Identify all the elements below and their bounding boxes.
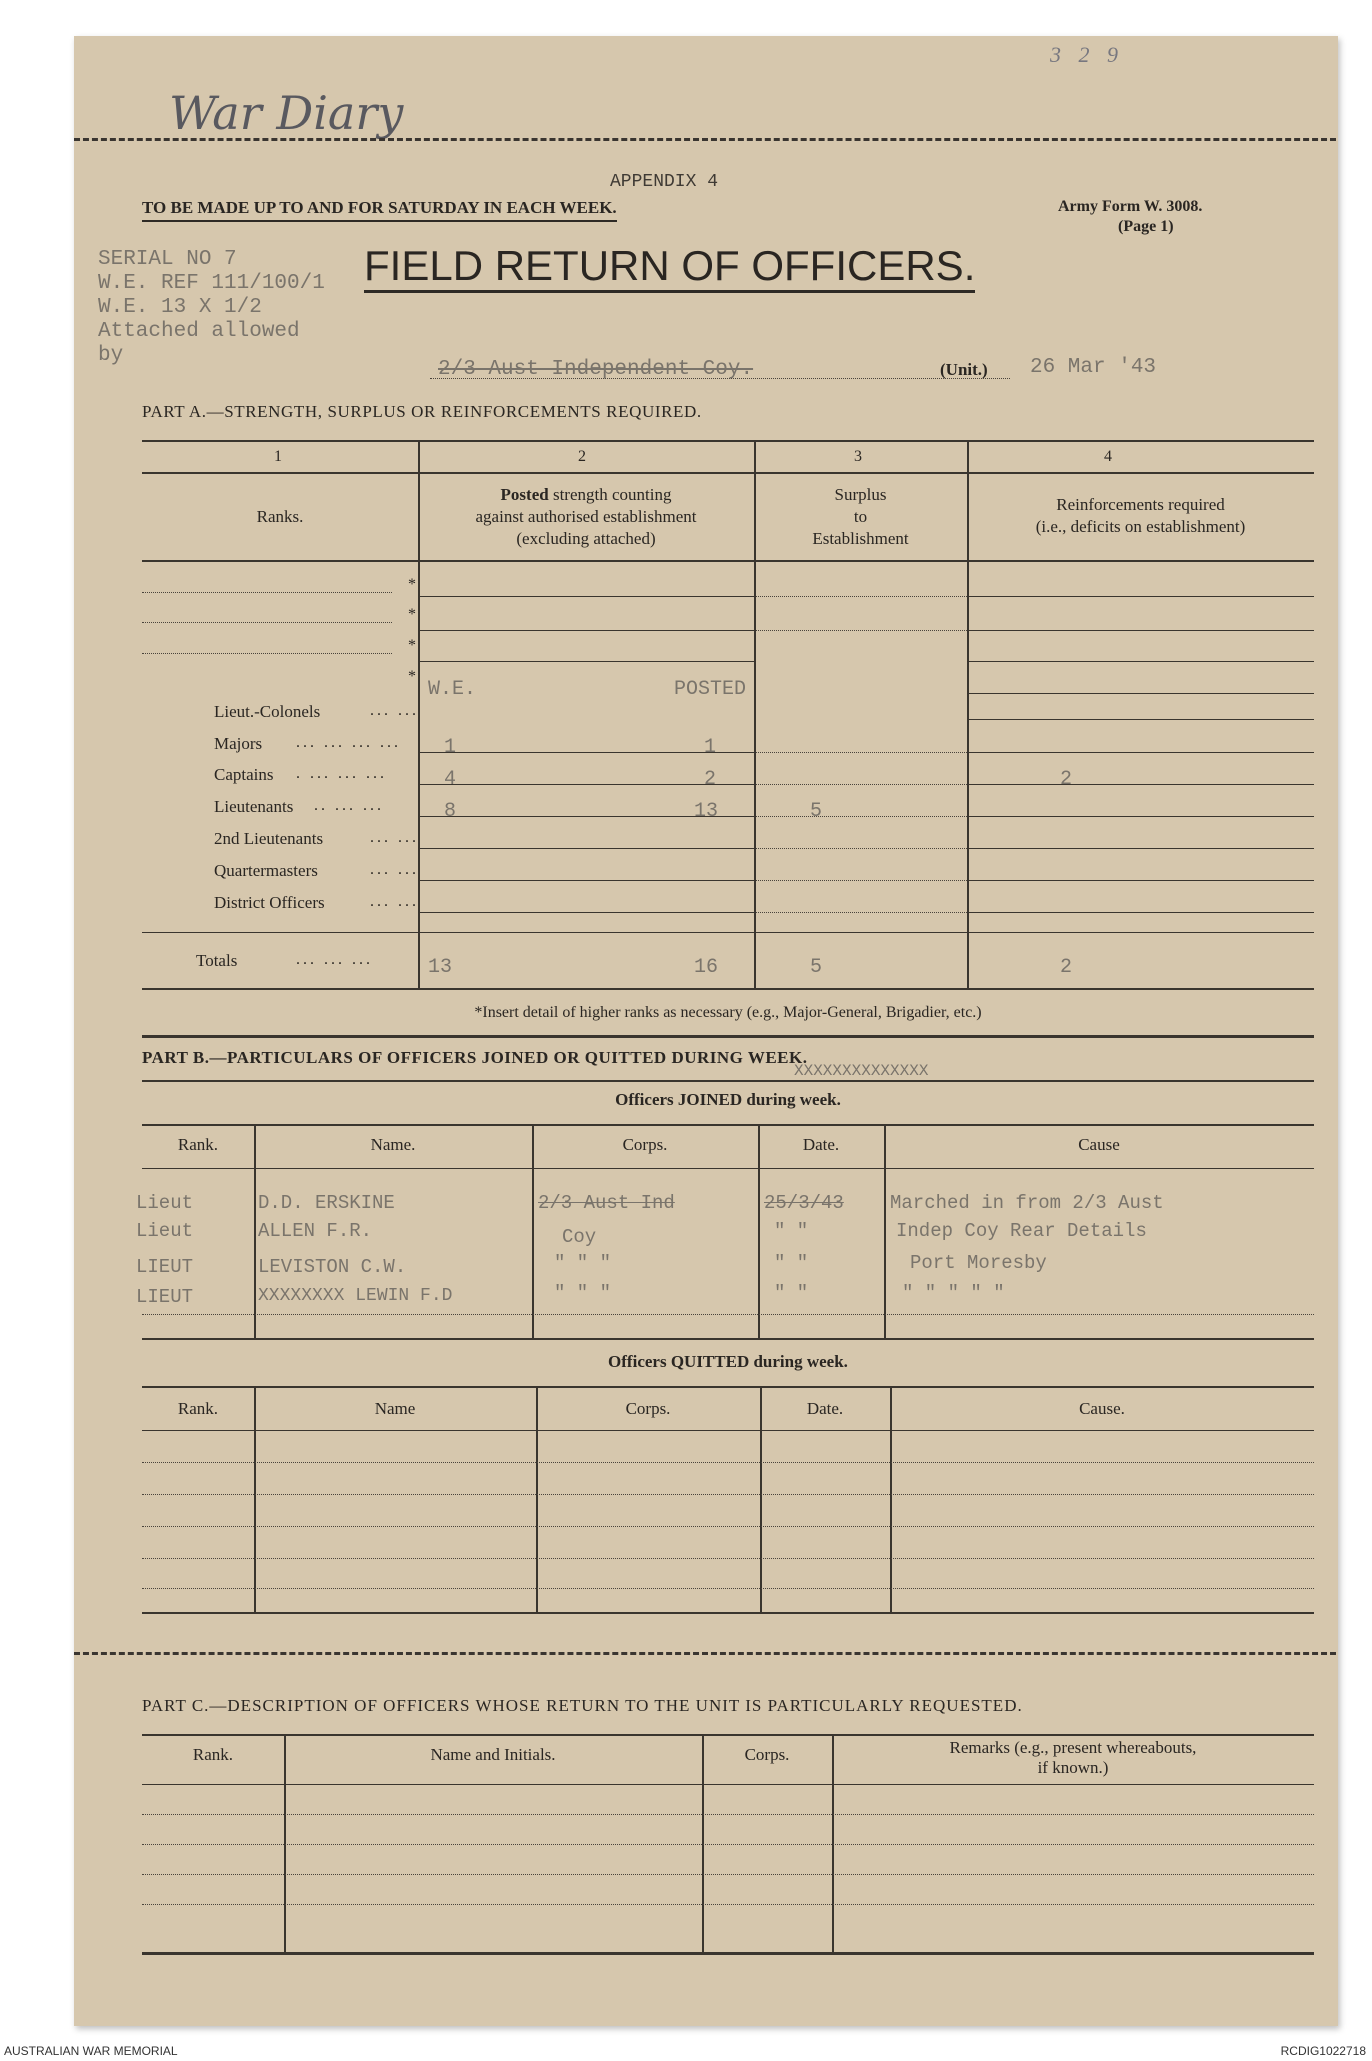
joined-name: LEVISTON C.W. xyxy=(258,1256,407,1278)
serial-line: Attached allowed xyxy=(98,320,300,343)
joined-corps: 2/3 Aust Ind xyxy=(538,1192,675,1214)
top-perforation xyxy=(74,138,1336,141)
posted-value: 13 xyxy=(694,800,719,823)
joined-cause-header: Cause xyxy=(1078,1135,1120,1154)
totals-surplus: 5 xyxy=(810,956,823,979)
handwritten-title: War Diary xyxy=(169,86,404,140)
col-number: 2 xyxy=(578,448,586,465)
reinforcements-value: 2 xyxy=(1060,768,1073,791)
joined-name: ALLEN F.R. xyxy=(258,1220,373,1242)
rank-label: Lieutenants xyxy=(214,797,294,816)
we-value: 1 xyxy=(444,736,457,759)
rank-label: Lieut.-Colonels xyxy=(214,702,321,721)
typed-posted-head: POSTED xyxy=(674,678,747,701)
quitted-corps-header: Corps. xyxy=(625,1399,671,1418)
handwritten-corner-marks: 3 2 9 xyxy=(1050,42,1124,67)
joined-date: " " xyxy=(774,1252,809,1274)
strike-marks: XXXXXXXXXXXXXX xyxy=(794,1062,929,1080)
quitted-cause-header: Cause. xyxy=(1079,1399,1125,1418)
we-value: 4 xyxy=(444,768,457,791)
serial-line: by xyxy=(98,344,124,367)
ranks-header: Ranks. xyxy=(256,507,304,526)
joined-name: XXXXXXXX LEWIN F.D xyxy=(258,1286,453,1306)
army-form-label: Army Form W. 3008. xyxy=(1058,198,1203,215)
joined-corps: " " " xyxy=(554,1282,612,1304)
form-sheet: War Diary 3 2 9 APPENDIX 4 TO BE MADE UP TO AND FOR SATURDAY IN EACH WEEK. Army Form W. 3008. (Page 1) FIELD RETURN OF OFFICERS. SERIAL NO 7 W.E. REF 111/100/1 W.E. 13 X 1/2 Attached allowed by 2/3 Aust Independent Coy. (Unit.) 26 Mar '43 PART A.—STRENGTH, SURPLUS OR REINFORCEMENTS REQUIRED. 1 2 3 4 Ranks. Posted strength counting against authorised establishment (excluding attached) Surplus to Establishment Reinforcements required (i.e., deficits on establishment) * * * * W.E. POSTED Lieut.-Colonels ... ... Majors ... ... ... ... 1 1 Captains . ... ... ... 4 2 2 Lieutenants .. ... ... 8 13 5 2nd Lieutenants ... ... Quartermasters ... ... District Officers ... ... Totals ... ... ... 13 16 5 2 *Insert detail of higher ranks as necessary (e.g., Major-General, Brigadier, etc.) PART B.—PARTICULARS OF OFFICERS JOINED OR QUITTED DURING WEEK. XXXXXXXXXXXXXX Officers JOINED during week. Rank. Name. Corps. Date. Cause Lieut D.D. ERSKINE 2/3 Aust Ind 25/3/43 Marched in from 2/3 Aust Lieut ALLEN F.R. Coy " " Indep Coy Rear Details LIEUT LEVISTON C.W. " " " " " Port Moresby LIEUT XXXXXXXX LEWIN F.D " " " " " " " " " " Officers QUITTED during week. Rank. Name Corps. Date. Cause. PART C.—DESCRIPTION OF OFFICERS WHOSE RETURN TO THE UNIT IS PARTICULARLY REQUESTED. Rank. Name and Initials. Corps. Remarks (e.g., present whereabouts, if known.) xyxy=(74,36,1338,2026)
quitted-rank-header: Rank. xyxy=(177,1399,219,1418)
unit-value: 2/3 Aust Independent Coy. xyxy=(438,358,754,381)
form-title: FIELD RETURN OF OFFICERS. xyxy=(364,242,975,293)
totals-posted: 16 xyxy=(694,956,719,979)
page-label: (Page 1) xyxy=(1118,218,1174,235)
joined-rank: Lieut xyxy=(136,1192,194,1214)
joined-name-header: Name. xyxy=(370,1135,416,1154)
col-number: 1 xyxy=(274,448,282,465)
part-a-title: PART A.—STRENGTH, SURPLUS OR REINFORCEMENTS REQUIRED. xyxy=(142,402,702,421)
part-c-rank-header: Rank. xyxy=(192,1745,234,1764)
rank-label: Quartermasters xyxy=(214,861,318,880)
joined-date: " " xyxy=(774,1220,809,1242)
surplus-value: 5 xyxy=(810,800,823,823)
surplus-header: Surplus to Establishment xyxy=(812,485,909,548)
part-c-remarks-header: Remarks (e.g., present whereabouts, if known.) xyxy=(949,1738,1197,1777)
joined-name: D.D. ERSKINE xyxy=(258,1192,395,1214)
joined-title: Officers JOINED during week. xyxy=(615,1090,841,1109)
serial-line: W.E. REF 111/100/1 xyxy=(98,272,325,295)
col-number: 3 xyxy=(854,448,862,465)
serial-line: W.E. 13 X 1/2 xyxy=(98,296,262,319)
joined-cause: Port Moresby xyxy=(910,1252,1047,1274)
unit-dotted-line xyxy=(430,378,1010,379)
asterisk: * xyxy=(408,668,416,685)
quitted-name-header: Name xyxy=(374,1399,416,1418)
asterisk: * xyxy=(408,606,416,623)
serial-block xyxy=(98,248,325,368)
joined-corps: Coy xyxy=(562,1226,597,1248)
joined-cause: Indep Coy Rear Details xyxy=(896,1220,1147,1242)
part-c-title: PART C.—DESCRIPTION OF OFFICERS WHOSE RETURN TO THE UNIT IS PARTICULARLY REQUESTED. xyxy=(142,1696,1023,1715)
unit-label: (Unit.) xyxy=(940,360,988,379)
rank-label: Majors xyxy=(214,734,263,753)
typed-we-head: W.E. xyxy=(428,678,477,701)
middle-perforation xyxy=(74,1652,1336,1655)
rank-label: District Officers xyxy=(214,893,325,912)
asterisk: * xyxy=(408,637,416,654)
posted-value: 2 xyxy=(704,768,717,791)
joined-cause: " " " " " xyxy=(902,1282,1005,1304)
totals-reinforcements: 2 xyxy=(1060,956,1073,979)
instruction-text: TO BE MADE UP TO AND FOR SATURDAY IN EACH WEEK. xyxy=(142,198,617,222)
totals-label: Totals xyxy=(196,951,238,970)
joined-date: " " xyxy=(774,1282,809,1304)
footer-left: AUSTRALIAN WAR MEMORIAL xyxy=(4,2044,178,2058)
joined-rank-header: Rank. xyxy=(177,1135,219,1154)
joined-rank: Lieut xyxy=(136,1220,194,1242)
posted-value: 1 xyxy=(704,736,717,759)
part-c-name-header: Name and Initials. xyxy=(430,1745,556,1764)
part-a-footnote: *Insert detail of higher ranks as necessary (e.g., Major-General, Brigadier, etc.) xyxy=(474,1004,982,1021)
rank-label: Captains xyxy=(214,765,274,784)
joined-rank: LIEUT xyxy=(136,1256,194,1278)
quitted-date-header: Date. xyxy=(806,1399,844,1418)
part-c-corps-header: Corps. xyxy=(744,1745,790,1764)
joined-corps-header: Corps. xyxy=(622,1135,668,1154)
joined-date: 25/3/43 xyxy=(764,1192,844,1214)
reinforcements-header: Reinforcements required (i.e., deficits on establishment) xyxy=(1035,495,1246,536)
we-value: 8 xyxy=(444,800,457,823)
asterisk: * xyxy=(408,576,416,593)
quitted-title: Officers QUITTED during week. xyxy=(608,1352,848,1371)
joined-cause: Marched in from 2/3 Aust xyxy=(890,1192,1164,1214)
return-date: 26 Mar '43 xyxy=(1030,356,1157,379)
joined-date-header: Date. xyxy=(802,1135,840,1154)
footer-right: RCDIG1022718 xyxy=(1280,2044,1366,2058)
posted-header: Posted strength counting against authorised establishment (excluding attached) xyxy=(475,485,697,548)
serial-line: SERIAL NO 7 xyxy=(98,248,237,271)
totals-we: 13 xyxy=(428,956,453,979)
col-number: 4 xyxy=(1104,448,1112,465)
joined-corps: " " " xyxy=(554,1252,612,1274)
joined-rank: LIEUT xyxy=(136,1286,194,1308)
part-b-title: PART B.—PARTICULARS OF OFFICERS JOINED OR QUITTED DURING WEEK. xyxy=(142,1048,808,1067)
rank-label: 2nd Lieutenants xyxy=(214,829,324,848)
appendix-label: APPENDIX 4 xyxy=(610,172,719,192)
